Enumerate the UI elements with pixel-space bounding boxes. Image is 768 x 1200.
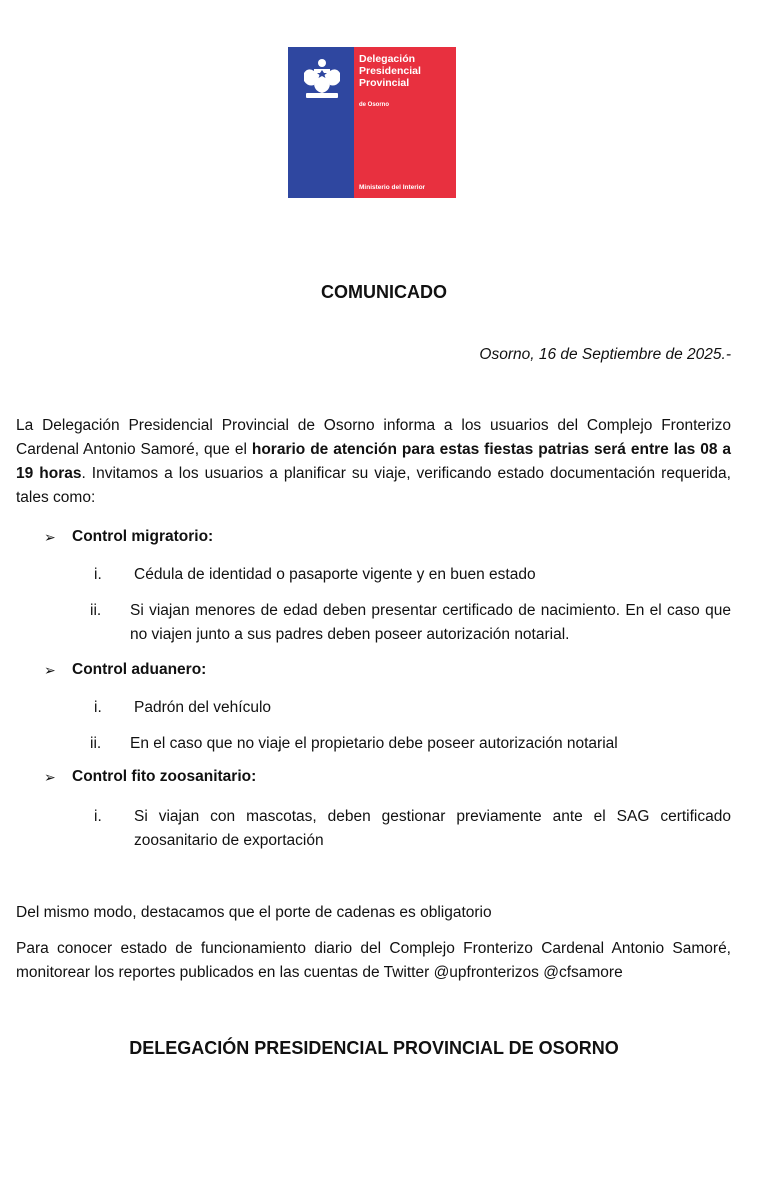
list-item-text: Padrón del vehículo <box>134 699 272 716</box>
logo-line-1: Delegación <box>359 53 416 65</box>
logo-blue-panel <box>288 47 354 198</box>
intro-text-2: . Invitamos a los usuarios a planificar su viaje, verificando estado documentación requerida, tales como: <box>16 465 731 506</box>
section-heading <box>44 528 213 546</box>
signature: DELEGACIÓN PRESIDENCIAL PROVINCIAL DE OSORNO <box>129 1038 619 1058</box>
list-item <box>90 599 731 647</box>
list-item-number: i. <box>94 808 102 825</box>
list-item-text: En el caso que no viaje el propietario debe poseer autorización notarial <box>130 735 618 752</box>
list-item-text: Si viajan menores de edad deben presentar certificado de nacimiento. En el caso que no viajen junto a sus padres deben poseer autorización notarial. <box>130 602 731 643</box>
list-item <box>90 732 731 756</box>
list-item-number: ii. <box>90 735 102 752</box>
list-item-number: ii. <box>90 602 102 619</box>
arrow-bullet-icon: ➢ <box>44 768 56 785</box>
logo-red-panel <box>354 47 456 198</box>
list-item <box>90 696 731 720</box>
arrow-bullet-icon: ➢ <box>44 661 56 678</box>
section-heading-text: Control migratorio: <box>72 528 214 545</box>
list-item <box>90 805 731 853</box>
list-item-text: Si viajan con mascotas, deben gestionar previamente ante el SAG certificado zoosanitario de exportación <box>134 808 731 849</box>
document-title: COMUNICADO <box>321 282 447 302</box>
section-heading-text: Control fito zoosanitario: <box>72 768 257 785</box>
closing-paragraph-2: Para conocer estado de funcionamiento diario del Complejo Fronterizo Cardenal Antonio Samoré, monitorear los reportes publicados en las cuentas de Twitter @upfronterizos @cfsamore <box>16 940 731 981</box>
delegacion-logo <box>288 47 456 198</box>
logo-ministry: Ministerio del Interior <box>359 184 426 191</box>
intro-bold-text: horario de atención para estas fiestas patrias será entre las 08 a 19 horas <box>16 441 731 482</box>
coat-of-arms-icon <box>296 53 348 105</box>
closing-paragraph-1: Del mismo modo, destacamos que el porte de cadenas es obligatorio <box>16 904 492 921</box>
intro-paragraph <box>16 414 731 510</box>
list-item-text: Cédula de identidad o pasaporte vigente y en buen estado <box>134 566 536 583</box>
intro-text-1: La Delegación Presidencial Provincial de Osorno informa a los usuarios del Complejo Fronterizo Cardenal Antonio Samoré, que el <box>16 417 731 458</box>
logo-subtitle: de Osorno <box>359 102 390 108</box>
list-item <box>90 563 731 587</box>
section-heading-text: Control aduanero: <box>72 661 207 678</box>
logo-line-2: Presidencial <box>359 65 421 77</box>
document-date: Osorno, 16 de Septiembre de 2025.- <box>479 346 731 363</box>
arrow-bullet-icon: ➢ <box>44 528 56 545</box>
section-heading <box>44 661 206 679</box>
list-item-number: i. <box>94 699 102 716</box>
logo-line-3: Provincial <box>359 77 410 89</box>
section-heading <box>44 768 256 786</box>
logo-title <box>359 53 421 89</box>
list-item-number: i. <box>94 566 102 583</box>
